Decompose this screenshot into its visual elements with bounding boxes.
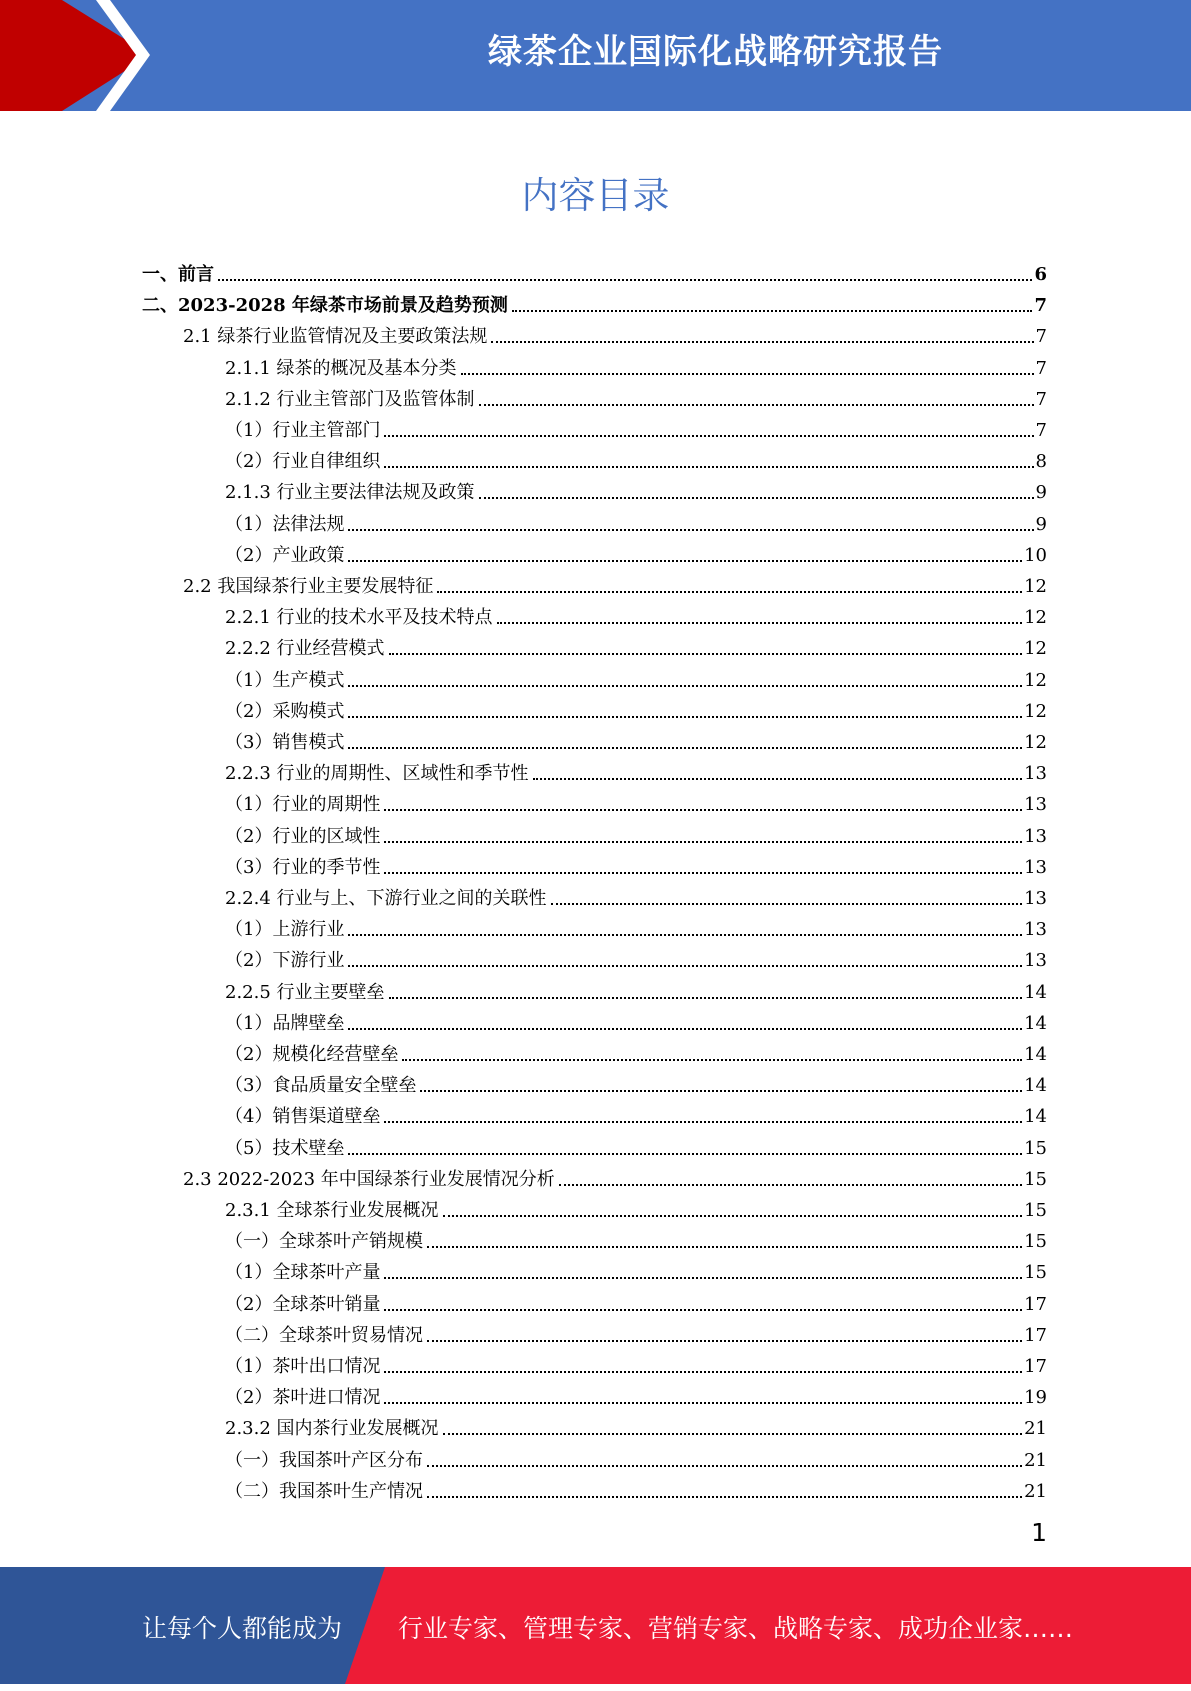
toc-entry-page: 13: [1024, 888, 1047, 909]
toc-entry-label: 2.3.1 全球茶行业发展概况: [225, 1200, 439, 1221]
toc-entry-page: 13: [1024, 794, 1047, 816]
toc-entry-label: （二）全球茶叶贸易情况: [225, 1324, 423, 1346]
toc-entry-page: 9: [1035, 513, 1047, 535]
toc-dot-leader: [497, 622, 1023, 624]
toc-entry-page: 21: [1024, 1418, 1047, 1440]
toc-entry[interactable]: [225, 941, 1047, 972]
toc-entry[interactable]: [225, 723, 1047, 754]
toc-entry-page: 7: [1035, 388, 1047, 410]
toc-entry-page: 7: [1035, 326, 1047, 348]
toc-entry-label: 2.3.2 国内茶行业发展概况: [225, 1418, 439, 1440]
toc-dot-leader: [218, 279, 1032, 281]
toc-entry-label: （二）我国茶叶生产情况: [225, 1480, 423, 1502]
toc-dot-leader: [384, 1309, 1022, 1311]
toc-entry-label: 2.2.4 行业与上、下游行业之间的关联性: [225, 888, 547, 909]
toc-dot-leader: [479, 497, 1034, 499]
toc-entry-label: （2）全球茶叶销量: [225, 1293, 381, 1315]
toc-entry-page: 12: [1024, 638, 1047, 660]
toc-dot-leader: [384, 1371, 1022, 1373]
toc-entry-label: （一）我国茶叶产区分布: [225, 1449, 423, 1471]
toc-entry[interactable]: [142, 286, 1047, 317]
toc-entry[interactable]: [225, 754, 1047, 785]
toc-entry[interactable]: [225, 411, 1047, 442]
toc-entry[interactable]: [225, 598, 1047, 629]
page-footer: [0, 1567, 1191, 1684]
toc-entry-page: 12: [1024, 669, 1047, 691]
toc-entry-label: 2.1.3 行业主要法律法规及政策: [225, 482, 475, 504]
toc-entry-page: 17: [1024, 1324, 1047, 1346]
toc-entry-page: 14: [1024, 1012, 1047, 1034]
footer-slogan-right: 行业专家、管理专家、营销专家、战略专家、成功企业家……: [398, 1614, 1074, 1643]
toc-entry[interactable]: [225, 973, 1047, 1004]
toc-entry-label: （1）上游行业: [225, 919, 345, 941]
toc-dot-leader: [420, 1090, 1022, 1092]
toc-dot-leader: [384, 466, 1033, 468]
page-number: 1: [1031, 1518, 1047, 1547]
toc-entry-label: （1）生产模式: [225, 669, 345, 691]
toc-entry-page: 15: [1024, 1200, 1047, 1221]
toc-dot-leader: [384, 872, 1022, 874]
toc-dot-leader: [461, 373, 1034, 375]
toc-entry-page: 14: [1024, 1044, 1047, 1065]
toc-entry[interactable]: [225, 1316, 1047, 1347]
toc-dot-leader: [348, 1153, 1022, 1155]
toc-entry-label: （3）食品质量安全壁垒: [225, 1075, 417, 1097]
toc-entry[interactable]: [225, 473, 1047, 504]
toc-entry[interactable]: [225, 1472, 1047, 1503]
toc-entry-page: 15: [1024, 1137, 1047, 1159]
toc-entry-page: 9: [1035, 482, 1047, 504]
toc-dot-leader: [384, 1121, 1022, 1123]
toc-dot-leader: [348, 716, 1022, 718]
toc-entry-label: 2.2.2 行业经营模式: [225, 638, 385, 660]
toc-entry-label: （3）销售模式: [225, 732, 345, 753]
toc-entry[interactable]: [225, 661, 1047, 692]
toc-dot-leader: [427, 1496, 1022, 1498]
toc-entry-page: 12: [1024, 732, 1047, 753]
toc-entry-label: （1）全球茶叶产量: [225, 1262, 381, 1284]
header-arrow-decoration: [0, 0, 300, 111]
toc-entry-label: （2）行业自律组织: [225, 451, 381, 473]
toc-entry[interactable]: [225, 536, 1047, 567]
toc-entry-label: 2.2.5 行业主要壁垒: [225, 981, 385, 1003]
toc-entry[interactable]: [225, 1035, 1047, 1066]
toc-entry[interactable]: [225, 380, 1047, 411]
toc-entry[interactable]: [225, 1409, 1047, 1440]
toc-entry-label: 2.2.1 行业的技术水平及技术特点: [225, 607, 493, 629]
toc-entry-page: 10: [1024, 544, 1047, 566]
toc-entry[interactable]: [225, 1253, 1047, 1284]
footer-slogan-left: 让每个人都能成为: [142, 1614, 343, 1643]
toc-dot-leader: [437, 591, 1022, 593]
toc-entry-page: 7: [1035, 357, 1047, 379]
toc-entry-label: 2.1.2 行业主管部门及监管体制: [225, 388, 475, 410]
toc-entry[interactable]: [225, 1441, 1047, 1472]
toc-entry-page: 15: [1024, 1262, 1047, 1284]
toc-entry-page: 17: [1024, 1293, 1047, 1315]
toc-entry-page: 15: [1024, 1168, 1047, 1190]
toc-entry[interactable]: [225, 1004, 1047, 1035]
toc-entry-page: 8: [1035, 451, 1047, 473]
toc-entry-page: 12: [1024, 576, 1047, 597]
toc-entry-label: （一）全球茶叶产销规模: [225, 1231, 423, 1253]
toc-entry[interactable]: [183, 1160, 1047, 1191]
toc-entry[interactable]: [225, 848, 1047, 879]
toc-entry-page: 13: [1024, 763, 1047, 785]
toc-dot-leader: [512, 310, 1033, 312]
report-title: 绿茶企业国际化战略研究报告: [488, 32, 943, 72]
toc-dot-leader: [427, 1465, 1022, 1467]
toc-entry-page: 12: [1024, 700, 1047, 722]
toc-entry-page: 13: [1024, 919, 1047, 941]
toc-entry[interactable]: [225, 785, 1047, 816]
toc-entry[interactable]: [225, 692, 1047, 723]
toc-dot-leader: [559, 1184, 1022, 1186]
toc-entry-label: 2.3 2022-2023 年中国绿茶行业发展情况分析: [183, 1168, 555, 1190]
page-header: [0, 0, 1191, 111]
toc-dot-leader: [443, 1215, 1023, 1217]
toc-entry[interactable]: [225, 1347, 1047, 1378]
toc-entry-label: （2）行业的区域性: [225, 825, 381, 847]
toc-dot-leader: [384, 841, 1022, 843]
toc-entry[interactable]: [183, 567, 1047, 598]
toc-entry-label: （1）法律法规: [225, 513, 345, 535]
toc-entry-label: 2.1 绿茶行业监管情况及主要政策法规: [183, 326, 488, 348]
toc-entry-label: （5）技术壁垒: [225, 1137, 345, 1159]
toc-entry[interactable]: [225, 1378, 1047, 1409]
toc-dot-leader: [389, 997, 1023, 999]
toc-entry-page: 13: [1024, 856, 1047, 878]
toc-entry[interactable]: [225, 349, 1047, 380]
toc-dot-leader: [348, 685, 1022, 687]
toc-entry-page: 7: [1034, 295, 1047, 317]
toc-entry[interactable]: [183, 317, 1047, 348]
toc-entry-page: 19: [1024, 1387, 1047, 1409]
toc-dot-leader: [348, 965, 1022, 967]
toc-entry[interactable]: [142, 255, 1047, 286]
toc-entry-label: （2）下游行业: [225, 950, 345, 972]
toc-entry-label: 二、2023-2028 年绿茶市场前景及趋势预测: [142, 295, 508, 317]
toc-entry-page: 12: [1024, 607, 1047, 629]
toc-entry-page: 21: [1024, 1480, 1047, 1502]
toc-entry[interactable]: [225, 505, 1047, 536]
toc-entry-label: 2.2.3 行业的周期性、区域性和季节性: [225, 763, 529, 785]
toc-dot-leader: [384, 809, 1022, 811]
toc-entry-page: 21: [1024, 1449, 1047, 1471]
toc-entry[interactable]: [225, 442, 1047, 473]
toc-entry-label: （1）行业的周期性: [225, 794, 381, 816]
toc-dot-leader: [389, 653, 1023, 655]
toc-entry[interactable]: [225, 1066, 1047, 1097]
toc-entry[interactable]: [225, 1097, 1047, 1128]
toc-dot-leader: [443, 1433, 1023, 1435]
toc-entry-label: （1）品牌壁垒: [225, 1012, 345, 1034]
toc-entry[interactable]: [225, 817, 1047, 848]
toc-dot-leader: [384, 1402, 1022, 1404]
toc-dot-leader: [384, 435, 1033, 437]
toc-entry[interactable]: [225, 1191, 1047, 1222]
toc-entry-page: 14: [1024, 1075, 1047, 1097]
toc-entry-page: 17: [1024, 1356, 1047, 1377]
toc-entry-label: （3）行业的季节性: [225, 856, 381, 878]
toc-entry-page: 13: [1024, 950, 1047, 972]
toc-entry-page: 13: [1024, 825, 1047, 847]
toc-entry[interactable]: [225, 910, 1047, 941]
toc-dot-leader: [551, 903, 1023, 905]
toc-entry-label: 一、前言: [142, 264, 214, 285]
toc-entry[interactable]: [225, 1129, 1047, 1160]
toc-entry-label: （2）产业政策: [225, 544, 345, 566]
toc-dot-leader: [348, 560, 1022, 562]
toc-dot-leader: [533, 778, 1023, 780]
toc-entry[interactable]: [225, 1222, 1047, 1253]
toc-dot-leader: [427, 1246, 1022, 1248]
toc-dot-leader: [479, 404, 1034, 406]
toc-dot-leader: [491, 341, 1033, 343]
toc-entry-page: 15: [1024, 1231, 1047, 1253]
toc-entry[interactable]: [225, 629, 1047, 660]
toc-entry-label: 2.2 我国绿茶行业主要发展特征: [183, 576, 434, 597]
toc-entry-label: （2）规模化经营壁垒: [225, 1044, 399, 1065]
toc-dot-leader: [427, 1340, 1022, 1342]
toc-entry-label: （1）茶叶出口情况: [225, 1356, 381, 1377]
toc-entry-page: 7: [1035, 420, 1047, 441]
toc-entry[interactable]: [225, 1285, 1047, 1316]
toc-entry-label: （1）行业主管部门: [225, 420, 381, 441]
toc-entry[interactable]: [225, 879, 1047, 910]
toc-entry-page: 14: [1024, 981, 1047, 1003]
toc-dot-leader: [348, 1028, 1022, 1030]
toc-entry-label: （2）茶叶进口情况: [225, 1387, 381, 1409]
toc-dot-leader: [348, 934, 1022, 936]
toc-entry-label: （4）销售渠道壁垒: [225, 1106, 381, 1128]
toc-heading: 内容目录: [521, 174, 670, 217]
toc-entry-page: 14: [1024, 1106, 1047, 1128]
toc-dot-leader: [348, 529, 1033, 531]
toc-dot-leader: [384, 1277, 1022, 1279]
toc-entry-page: 6: [1034, 264, 1047, 285]
toc-dot-leader: [348, 747, 1022, 749]
toc-entry-label: 2.1.1 绿茶的概况及基本分类: [225, 357, 457, 379]
toc-entry-label: （2）采购模式: [225, 700, 345, 722]
toc-dot-leader: [402, 1059, 1022, 1061]
